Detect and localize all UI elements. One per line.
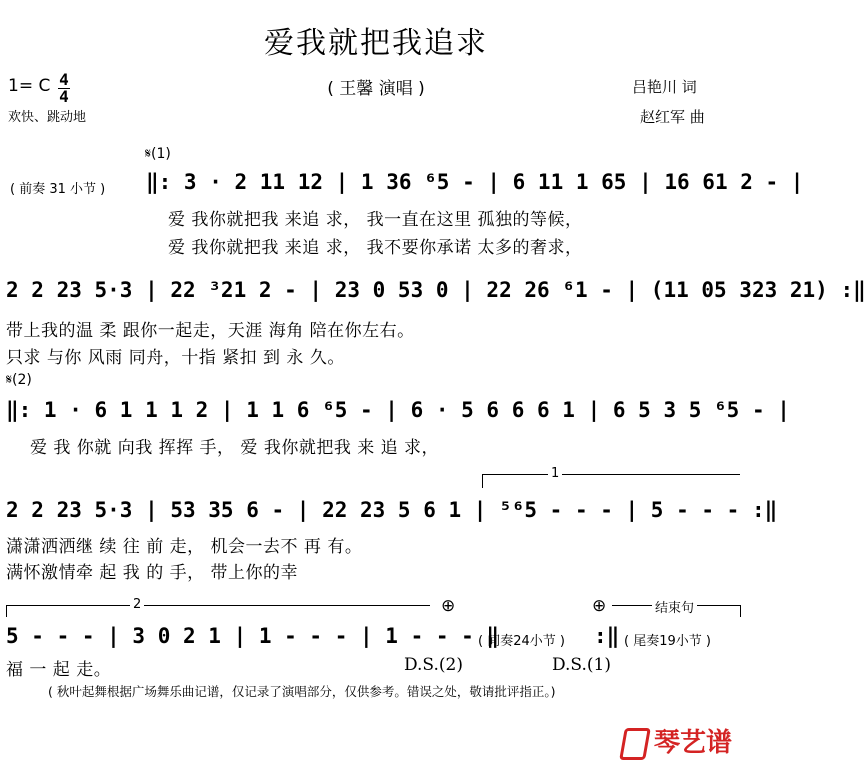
song-title: 爱我就把我追求 bbox=[264, 26, 488, 61]
tempo-marking: 欢快、跳动地 bbox=[8, 110, 87, 125]
performer-subtitle: ( 王馨 演唱 ) bbox=[327, 79, 425, 99]
logo-text: 琴艺谱 bbox=[653, 728, 732, 758]
lyric-row-5: 福 一 起 走。 bbox=[6, 660, 112, 680]
site-logo bbox=[622, 722, 732, 760]
second-ending-bracket bbox=[6, 605, 430, 606]
lyric-row-4-verse-1: 潇潇洒洒继 续 往 前 走， 机会一去不 再 有。 bbox=[6, 537, 363, 557]
interlude-note: ( 间奏24小节 ) bbox=[478, 634, 565, 649]
lyric-row-1-verse-2: 爱 我你就把我 来追 求， 我不要你承诺 太多的奢求， bbox=[168, 238, 583, 258]
second-ending-label: 2 bbox=[130, 597, 144, 612]
segno-2: 𝄋(2) bbox=[6, 372, 32, 388]
second-ending-start bbox=[6, 605, 7, 617]
first-ending-label: 1 bbox=[548, 466, 562, 481]
time-sig-top: 4 bbox=[59, 70, 69, 89]
key-signature: 1= C bbox=[8, 76, 51, 96]
coda-mark-2: ⊕ bbox=[592, 596, 607, 616]
notation-row-4: 2 2 23 5·3 | 53 35 6 - | 22 23 5 6 1 | ⁵⁶5 - - - | 5 - - - :‖ bbox=[6, 498, 778, 522]
segno-1: 𝄋(1) bbox=[145, 146, 171, 162]
notation-row-3: ‖: 1 · 6 1 1 1 2 | 1 1 6 ⁶5 - | 6 · 5 6 6 6 1 | 6 5 3 5 ⁶5 - | bbox=[6, 398, 790, 422]
first-ending-start bbox=[482, 474, 483, 488]
lyricist-credit: 吕艳川 词 bbox=[632, 78, 697, 96]
lyric-row-2-verse-2: 只求 与你 风雨 同舟，十指 紧扣 到 永 久。 bbox=[6, 348, 345, 368]
composer-credit: 赵红军 曲 bbox=[640, 108, 705, 126]
footnote: ( 秋叶起舞根据广场舞乐曲记谱，仅记录了演唱部分，仅供参考。错误之处，敬请批评指正。) bbox=[48, 684, 556, 699]
lyric-row-1-verse-1: 爱 我你就把我 来追 求， 我一直在这里 孤独的等候， bbox=[168, 210, 583, 230]
first-ending-bracket bbox=[482, 474, 740, 475]
coda-mark-1: ⊕ bbox=[441, 596, 456, 616]
notation-row-1: ‖: 3 · 2 11 12 | 1 36 ⁶5 - | 6 11 1 65 | 16 61 2 - | bbox=[146, 170, 804, 194]
prelude-note: ( 前奏 31 小节 ) bbox=[10, 182, 106, 197]
coda-section-end bbox=[740, 605, 741, 617]
time-signature bbox=[58, 72, 70, 105]
postlude-note: ( 尾奏19小节 ) bbox=[624, 634, 711, 649]
notation-row-2: 2 2 23 5·3 | 22 ³21 2 - | 23 0 53 0 | 22 26 ⁶1 - | (11 05 323 21) :‖ bbox=[6, 278, 866, 302]
dal-segno-1: D.S.(1) bbox=[552, 655, 611, 675]
coda-section-label: 结束句 bbox=[652, 597, 697, 616]
time-sig-bottom: 4 bbox=[59, 87, 69, 106]
lyric-row-3: 爱 我 你就 向我 挥挥 手， 爱 我你就把我 来 追 求， bbox=[30, 438, 440, 458]
dal-segno-2: D.S.(2) bbox=[404, 655, 463, 675]
lyric-row-4-verse-2: 满怀激情牵 起 我 的 手， 带上你的幸 bbox=[6, 563, 299, 583]
repeat-end-marker: :‖ bbox=[594, 624, 620, 648]
lyric-row-2-verse-1: 带上我的温 柔 跟你一起走，天涯 海角 陪在你左右。 bbox=[6, 321, 415, 341]
notation-row-5: 5 - - - | 3 0 2 1 | 1 - - - | 1 - - - ‖ bbox=[6, 624, 500, 648]
logo-icon bbox=[619, 728, 651, 760]
